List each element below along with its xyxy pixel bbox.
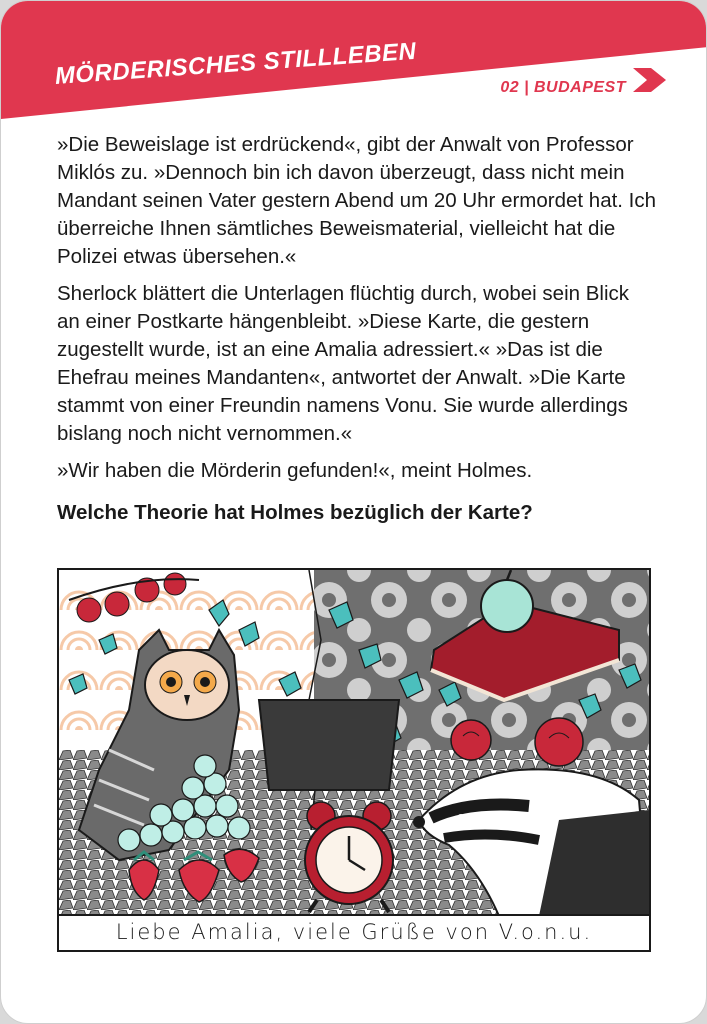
case-label: 02 | BUDAPEST: [500, 79, 626, 96]
postcard-caption: Liebe Amalia, viele Grüße von V.o.n.u.: [59, 914, 649, 950]
flower-pot: [259, 700, 399, 790]
postcard-illustration: [57, 568, 651, 952]
question-text: Welche Theorie hat Holmes bezüglich der Karte?: [57, 501, 533, 524]
story-paragraph: »Die Beweislage ist erdrückend«, gibt der Anwalt von Professor Miklós zu. »Dennoch bin ich davon überzeugt, dass nicht mein Mandant seinen Vater gestern Abend um 20 Uhr ermordet hat. Ich überreiche Ihnen sämtliches Beweismaterial, vielleicht hat die Polizei etwas übersehen.«: [57, 133, 657, 268]
story-text: [57, 131, 657, 536]
still-life-scene: [59, 570, 649, 916]
story-paragraph: »Wir haben die Mörderin gefunden!«, meint Holmes.: [57, 459, 533, 482]
chevron-right-icon: [633, 67, 667, 93]
story-paragraph: Sherlock blättert die Unterlagen flüchtig durch, wobei sein Blick an einer Postkarte hängenbleibt. »Diese Karte, die gestern zugestellt wurde, ist an eine Amalia adressiert.« »Das ist die Ehefrau meines Mandanten«, antwortet der Anwalt. »Die Karte stammt von einer Freundin namens Vonu. Sie wurde allerdings bislang noch nicht vernommen.«: [57, 282, 630, 445]
card-title: MÖRDERISCHES STILLLEBEN: [54, 37, 418, 90]
